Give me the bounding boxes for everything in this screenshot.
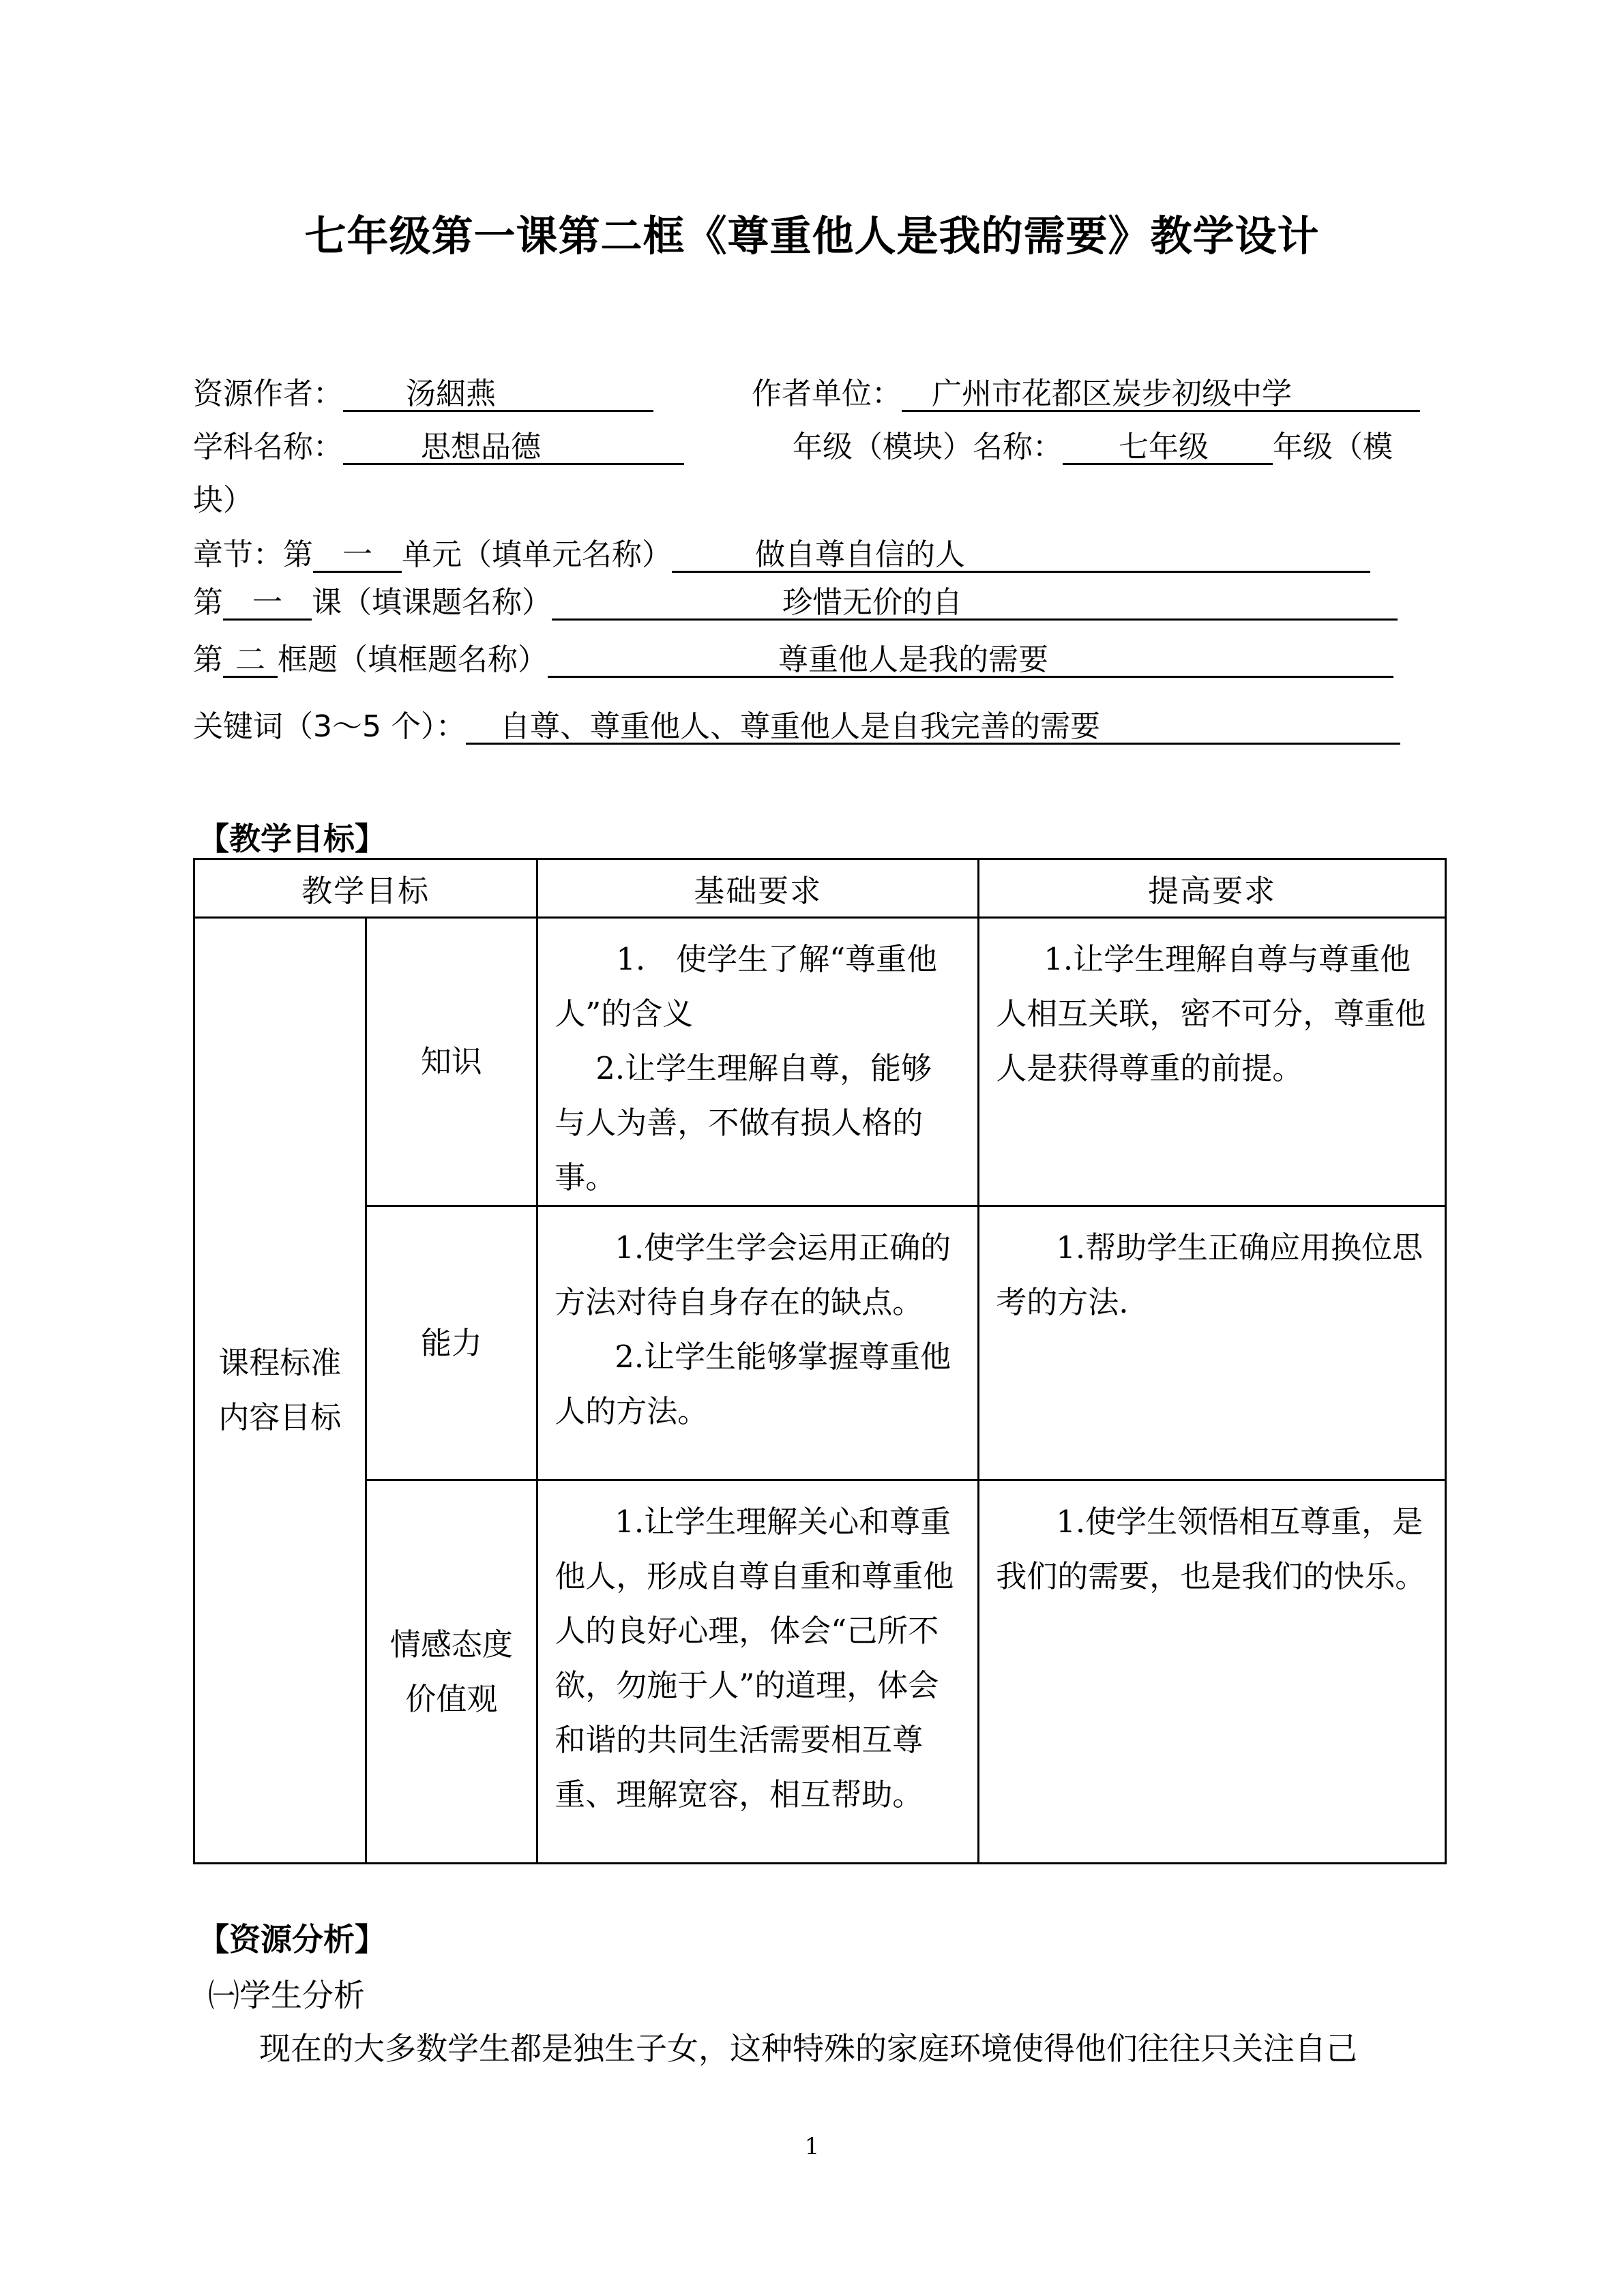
unit-field: 广州市花都区炭步初级中学	[902, 375, 1420, 412]
document-title: 七年级第一课第二框《尊重他人是我的需要》教学设计	[304, 212, 1320, 260]
row-label-knowledge: 知识	[366, 918, 537, 1206]
knowledge-advanced: 1.让学生理解自尊与尊重他人相互关联，密不可分，尊重他人是获得尊重的前提。	[979, 918, 1446, 1206]
lesson-prefix: 第	[193, 585, 223, 620]
lesson-num-field: 一	[223, 584, 312, 621]
knowledge-basic: 1. 使学生了解“尊重他人”的含义 2.让学生理解自尊，能够与人为善，不做有损人格的事。	[537, 918, 979, 1206]
keywords-row	[193, 708, 1400, 746]
frame-row	[193, 641, 1393, 679]
grade-row	[793, 428, 1393, 466]
table-header-row	[194, 859, 1446, 918]
author-row	[193, 375, 653, 413]
row-label-ability: 能力	[366, 1206, 537, 1480]
ability-basic: 1.使学生学会运用正确的方法对待自身存在的缺点。 2.让学生能够掌握尊重他人的方法。	[537, 1206, 979, 1480]
lesson-mid: 课（填课题名称）	[312, 585, 552, 620]
keywords-field: 自尊、尊重他人、尊重他人是自我完善的需要	[466, 708, 1400, 745]
lesson-name-field: 珍惜无价的自	[552, 584, 1398, 621]
unit-row	[752, 375, 1420, 413]
unit-label: 作者单位：	[752, 376, 902, 411]
row-label-attitude: 情感态度价值观	[366, 1480, 537, 1864]
keywords-label: 关键词（3～5 个）：	[193, 709, 466, 744]
header-objective: 教学目标	[194, 859, 537, 918]
chapter-prefix: 章节：第	[193, 537, 313, 572]
grade-suffix-wrap: 块）	[193, 483, 253, 518]
grade-suffix: 年级（模	[1273, 430, 1393, 464]
student-analysis-heading: ㈠学生分析	[208, 1977, 365, 2014]
header-basic: 基础要求	[537, 859, 979, 918]
grade-label: 年级（模块）名称：	[793, 430, 1063, 464]
attitude-advanced: 1.使学生领悟相互尊重，是我们的需要，也是我们的快乐。	[979, 1480, 1446, 1864]
ability-advanced: 1.帮助学生正确应用换位思考的方法.	[979, 1206, 1446, 1480]
category-cell: 课程标准内容目标	[194, 918, 366, 1864]
objectives-heading: 【教学目标】	[198, 820, 386, 857]
subject-field: 思想品德	[343, 428, 684, 465]
author-label: 资源作者：	[193, 376, 343, 411]
student-analysis-text: 现在的大多数学生都是独生子女，这种特殊的家庭环境使得他们往往只关注自己	[259, 2030, 1357, 2067]
grade-field: 七年级	[1063, 428, 1273, 465]
table-row	[194, 1480, 1446, 1864]
chapter-mid: 单元（填单元名称）	[402, 537, 672, 572]
frame-name-field: 尊重他人是我的需要	[548, 641, 1393, 678]
subject-row	[193, 428, 684, 466]
chapter-name-field: 做自尊自信的人	[672, 536, 1370, 573]
table-row	[194, 1206, 1446, 1480]
header-advanced: 提高要求	[979, 859, 1446, 918]
lesson-row	[193, 584, 1398, 622]
subject-label: 学科名称：	[193, 430, 343, 464]
page-number: 1	[804, 2133, 820, 2160]
chapter-num-field: 一	[313, 536, 402, 573]
chapter-row	[193, 536, 1370, 574]
frame-mid: 框题（填框题名称）	[278, 642, 548, 677]
frame-num-field: 二	[223, 641, 278, 678]
attitude-basic: 1.让学生理解关心和尊重他人，形成自尊自重和尊重他人的良好心理，体会“己所不欲，勿施于人”的道理，体会和谐的共同生活需要相互尊重、理解宽容，相互帮助。	[537, 1480, 979, 1864]
frame-prefix: 第	[193, 642, 223, 677]
table-row	[194, 918, 1446, 1206]
resources-heading: 【资源分析】	[198, 1921, 386, 1958]
objectives-table	[193, 858, 1447, 1864]
author-field: 汤絪燕	[343, 375, 653, 412]
